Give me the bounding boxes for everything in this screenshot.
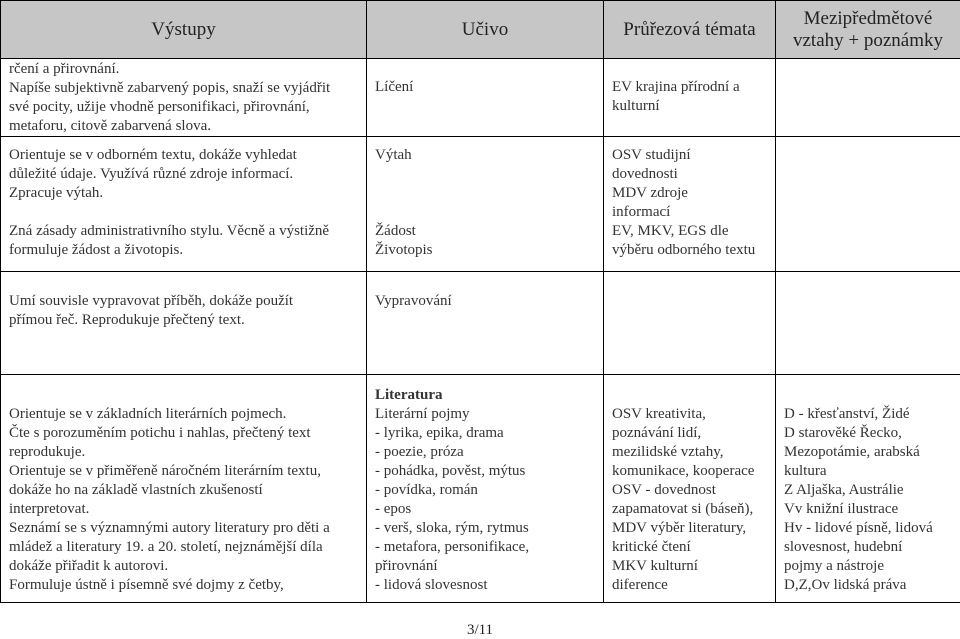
header-vystupy: Výstupy [1,1,367,59]
row4-vystupy [1,375,367,603]
text-line: Literární pojmy [375,405,603,424]
text-line: poznávání lidí, [612,424,775,443]
text-line: OSV - dovednost [612,481,775,500]
row3-ucivo [367,272,604,375]
text-line: zapamatovat si (báseň), [612,500,775,519]
text-line: - lidová slovesnost [375,576,603,595]
text-line: své pocity, užije vhodně personifikaci, přirovnání, [9,98,366,117]
text-line: mezilidské vztahy, [612,443,775,462]
text-line: důležité údaje. Využívá různé zdroje informací. [9,165,366,184]
text-line: MDV zdroje [612,184,775,203]
row2-ucivo [367,137,604,272]
text-line: D,Z,Ov lidská práva [784,576,960,595]
text-line: slovesnost, hudební [784,538,960,557]
text-line: Umí souvisle vypravovat příběh, dokáže použít [9,292,366,311]
row1-vystupy [1,59,367,137]
row-literatura [1,375,960,603]
text-line: Zná zásady administrativního stylu. Věcně a výstižně [9,222,366,241]
text-line: Orientuje se v přiměřeně náročném literárním textu, [9,462,366,481]
header-temata: Průřezová témata [604,1,776,59]
text-line: formuluje žádost a životopis. [9,241,366,260]
text-line: Vv knižní ilustrace [784,500,960,519]
text-line: Vypravování [375,292,603,311]
text-line: Výtah [375,146,603,165]
text-line: reprodukuje. [9,443,366,462]
row2-temata [604,137,776,272]
text-line: dovednosti [612,165,775,184]
text-line: kulturní [612,97,775,116]
row-liceni [1,59,960,137]
page-number: 3/11 [0,622,960,639]
text-line: - pohádka, pověst, mýtus [375,462,603,481]
text-line: - verš, sloka, rým, rytmus [375,519,603,538]
text-line: EV, MKV, EGS dle [612,222,775,241]
row-vytah [1,137,960,272]
text-line: MKV kulturní [612,557,775,576]
text-line: diference [612,576,775,595]
row2-vystupy [1,137,367,272]
text-line: OSV kreativita, [612,405,775,424]
text-line: Hv - lidové písně, lidová [784,519,960,538]
text-line: Líčení [375,78,603,97]
text-line: D starověké Řecko, [784,424,960,443]
text-line: komunikace, kooperace [612,462,775,481]
text-line: informací [612,203,775,222]
header-row [1,1,960,59]
text-line: Životopis [375,241,603,260]
header-vztahy-line2: vztahy + poznámky [776,30,960,52]
row4-vztahy [776,375,960,603]
header-vztahy [776,1,960,59]
text-line: Žádost [375,222,603,241]
text-line: přirovnání [375,557,603,576]
text-line: OSV studijní [612,146,775,165]
text-line: rčení a přirovnání. [9,60,366,79]
row1-temata [604,59,776,137]
text-line: - poezie, próza [375,443,603,462]
text-line: Z Aljaška, Austrálie [784,481,960,500]
literatura-heading: Literatura [375,386,603,405]
text-line: - lyrika, epika, drama [375,424,603,443]
row4-ucivo [367,375,604,603]
text-line: Seznámí se s významnými autory literatury pro děti a [9,519,366,538]
row1-vztahy [776,59,960,137]
text-line: interpretovat. [9,500,366,519]
text-line: Čte s porozuměním potichu i nahlas, přečtený text [9,424,366,443]
text-line: Formuluje ústně i písemně své dojmy z četby, [9,576,366,595]
row4-temata [604,375,776,603]
text-line: kultura [784,462,960,481]
text-line: přímou řeč. Reprodukuje přečtený text. [9,311,366,330]
row3-temata [604,272,776,375]
header-ucivo: Učivo [367,1,604,59]
text-line: dokáže přiřadit k autorovi. [9,557,366,576]
row-vypravovani [1,272,960,375]
row3-vztahy [776,272,960,375]
text-line: - metafora, personifikace, [375,538,603,557]
text-line: Mezopotámie, arabská [784,443,960,462]
text-line: - epos [375,500,603,519]
text-line: pojmy a nástroje [784,557,960,576]
text-line: - povídka, román [375,481,603,500]
text-line: Orientuje se v odborném textu, dokáže vyhledat [9,146,366,165]
text-line: kritické čtení [612,538,775,557]
text-line: Zpracuje výtah. [9,184,366,203]
row2-vztahy [776,137,960,272]
header-vztahy-line1: Mezipředmětové [776,8,960,30]
text-line: EV krajina přírodní a [612,78,775,97]
text-line: Orientuje se v základních literárních pojmech. [9,405,366,424]
text-line: Napíše subjektivně zabarvený popis, snaží se vyjádřit [9,79,366,98]
text-line: metaforu, citově zabarvená slova. [9,117,366,136]
text-line: mládež a literatury 19. a 20. století, nejznámější díla [9,538,366,557]
text-line: výběru odborného textu [612,241,775,260]
text-line: MDV výběr literatury, [612,519,775,538]
text-line: D - křesťanství, Židé [784,405,960,424]
row3-vystupy [1,272,367,375]
text-line: dokáže ho na základě vlastních zkušeností [9,481,366,500]
row1-ucivo [367,59,604,137]
